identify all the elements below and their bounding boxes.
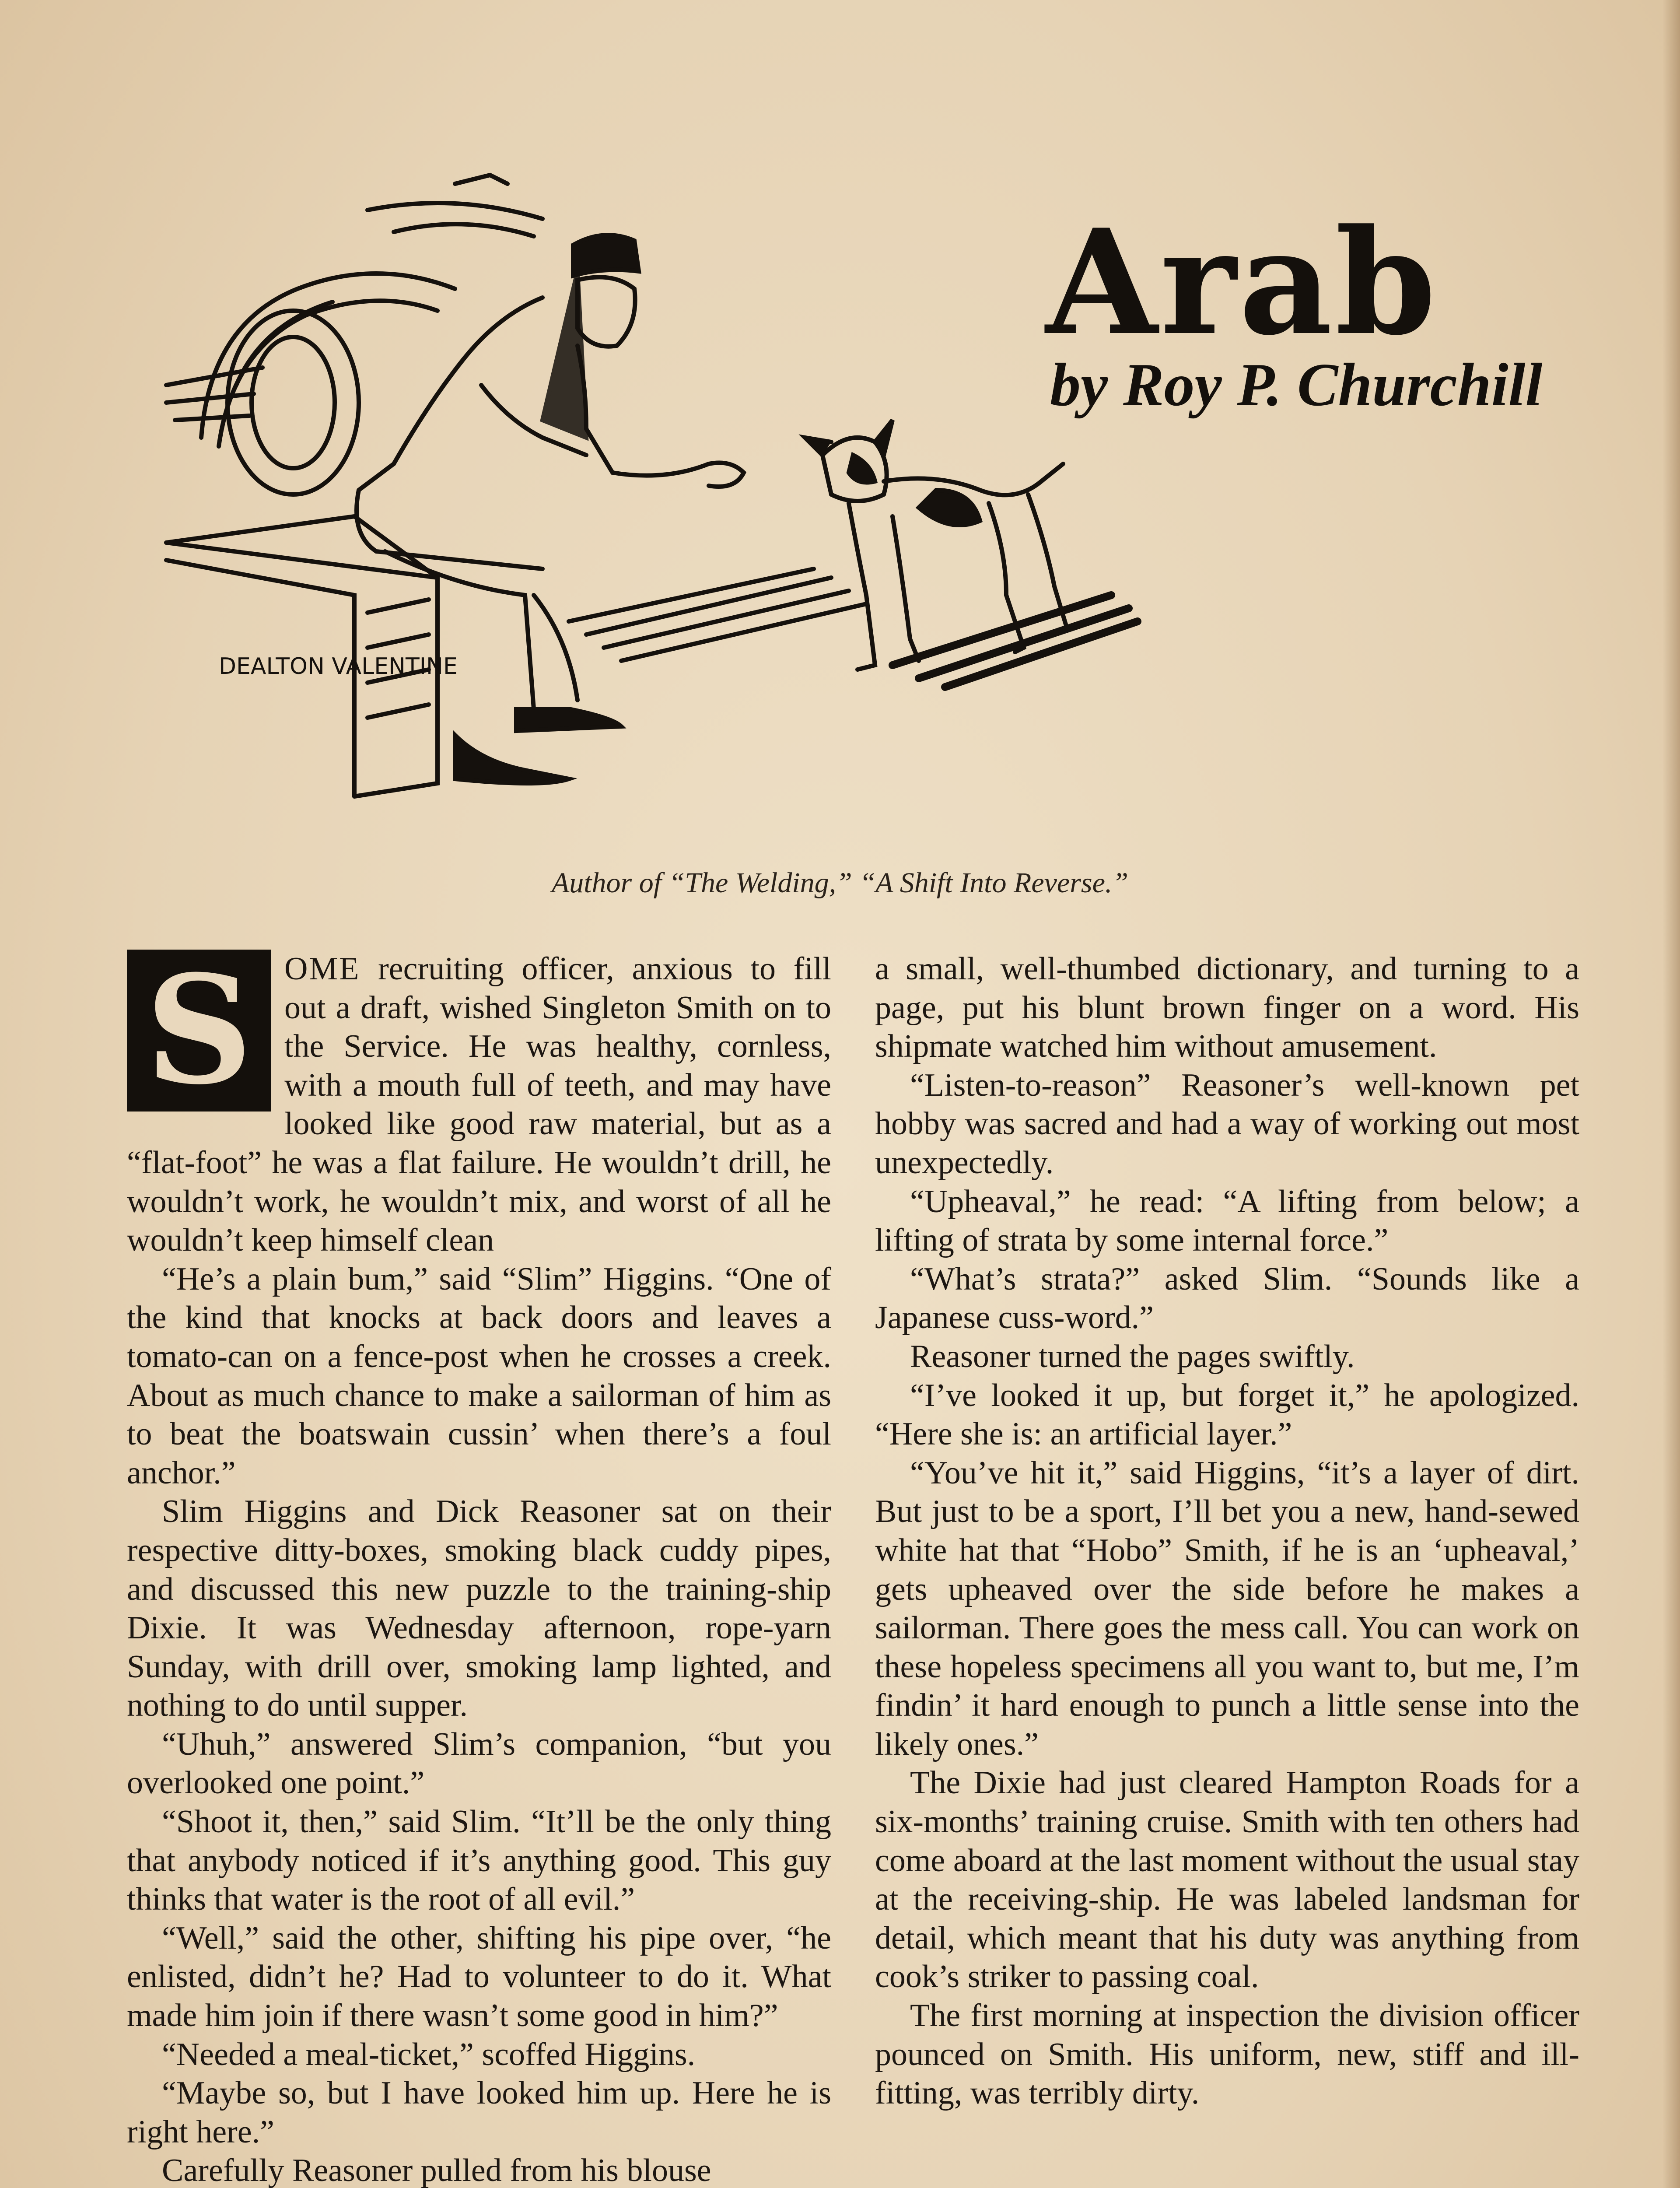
sailor-and-dog-drawing xyxy=(149,158,1190,823)
paragraph: “Listen-to-reason” Reasoner’s well-known pet hobby was sacred and had a way of working out most unexpectedly. xyxy=(875,1067,1579,1181)
paragraph: “Needed a meal-ticket,” scoffed Higgins. xyxy=(162,2036,696,2072)
text-column-right xyxy=(875,950,1579,2113)
page-edge-shadow xyxy=(1662,0,1680,2188)
author-caption: Author of “The Welding,” “A Shift Into Reverse.” xyxy=(551,867,1129,899)
story-byline: by Roy P. Churchill xyxy=(1050,351,1543,419)
opening-caps: OME xyxy=(284,951,360,987)
paragraph: Slim Higgins and Dick Reasoner sat on their respective ditty-boxes, smoking black cuddy pipes, and discussed this new puzzle to the training-ship Dixie. It was Wednesday afternoon, rope-yarn Sunday, with drill over, smoking lamp lighted, and nothing to do until supper. xyxy=(127,1494,831,1724)
paragraph: “He’s a plain bum,” said “Slim” Higgins. “One of the kind that knocks at back doors and leaves a tomato-can on a fence-post when he crosses a creek. About as much chance to make a sailorman of him as to beat the boatswain cussin’ when there’s a foul anchor.” xyxy=(127,1261,831,1491)
story-illustration xyxy=(149,158,1190,823)
paragraph: “You’ve hit it,” said Higgins, “it’s a layer of dirt. But just to be a sport, I’ll bet you a new, hand-sewed white hat that “Hobo” Smith, if he is an ‘upheaval,’ gets upheaved over the side before he makes a sailorman. There goes the mess call. You can work on these hopeless specimens all you want to, but me, I’m findin’ it hard enough to punch a little sense into the likely ones.” xyxy=(875,1455,1579,1762)
text-column-left xyxy=(127,943,831,2188)
artist-signature: DEALTON VALENTINE xyxy=(219,653,458,680)
paragraph: “Upheaval,” he read: “A lifting from below; a lifting of strata by some internal force.” xyxy=(875,1183,1579,1259)
paragraph: “I’ve looked it up, but forget it,” he apologized. “Here she is: an artificial layer.” xyxy=(875,1377,1579,1452)
paragraph: “Shoot it, then,” said Slim. “It’ll be the only thing that anybody noticed if it’s anything good. This guy thinks that water is the root of all evil.” xyxy=(127,1804,831,1918)
story-title: Arab xyxy=(1046,197,1439,367)
paragraph: “Uhuh,” answered Slim’s companion, “but you overlooked one point.” xyxy=(127,1726,831,1801)
paragraph: “What’s strata?” asked Slim. “Sounds like a Japanese cuss-word.” xyxy=(875,1261,1579,1336)
paragraph: a small, well-thumbed dictionary, and turning to a page, put his blunt brown finger on a word. His shipmate watched him without amusement. xyxy=(875,951,1579,1065)
paragraph-text: recruiting officer, anxious to fill out a draft, wished Singleton Smith on to the Service. He was healthy, cornless, with a mouth full of teeth, and may have looked like good raw material, but as a “flat-foot” he was a flat failure. He wouldn’t drill, he wouldn’t work, he wouldn’t mix, and worst of all he wouldn’t keep himself clean xyxy=(127,951,831,1259)
paragraph xyxy=(127,943,831,1260)
paragraph: Carefully Reasoner pulled from his blouse xyxy=(162,2153,711,2188)
drop-cap: S xyxy=(127,950,271,1112)
paragraph: “Well,” said the other, shifting his pipe over, “he enlisted, didn’t he? Had to volunteer to do it. What made him join if there wasn’t some good in him?” xyxy=(127,1920,831,2034)
paragraph: “Maybe so, but I have looked him up. Here he is right here.” xyxy=(127,2075,831,2150)
paragraph: The first morning at inspection the division officer pounced on Smith. His uniform, new, stiff and ill-fitting, was terribly dirty. xyxy=(875,1998,1579,2111)
paragraph: Reasoner turned the pages swiftly. xyxy=(910,1338,1355,1375)
paragraph: The Dixie had just cleared Hampton Roads for a six-months’ training cruise. Smith with ten others had come aboard at the last moment without the usual stay at the receiving-ship. He was labeled landsman for detail, which meant that his duty was anything from cook’s striker to passing coal. xyxy=(875,1765,1579,1995)
